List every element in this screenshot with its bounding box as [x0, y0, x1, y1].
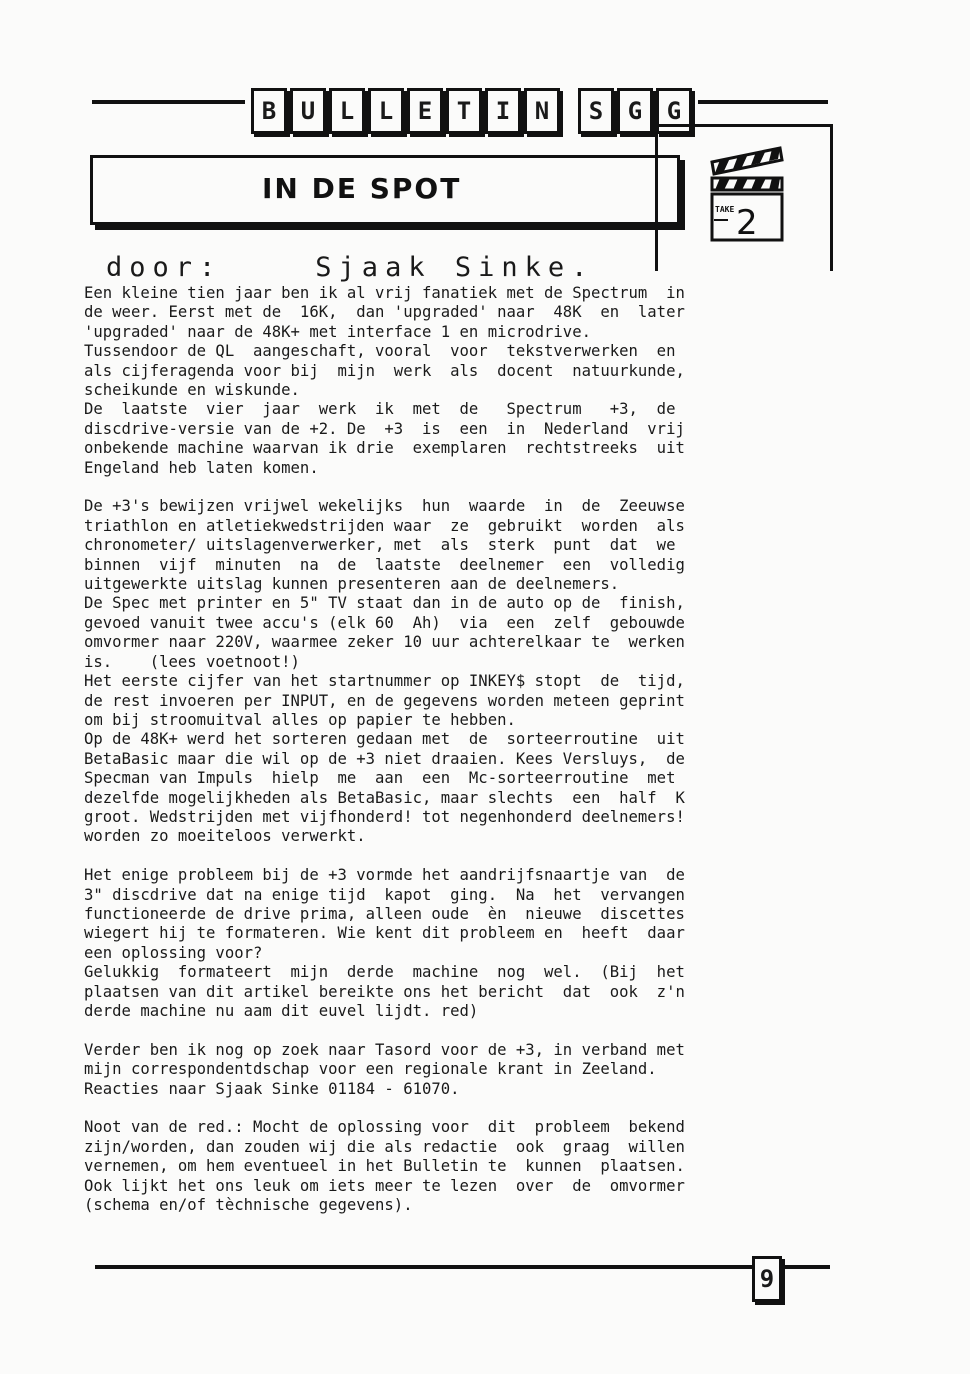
- article-line: een oplossing voor?: [84, 943, 263, 962]
- article-line: Gelukkig formateert mijn derde machine nog wel. (Bij het: [84, 963, 685, 982]
- article-line: 3" discdrive dat na enige tijd kapot ging. Na het vervangen: [84, 885, 685, 904]
- paragraph-spacer: [84, 1099, 834, 1118]
- article-line: de rest invoeren per INPUT, en de gegevens worden meteen geprint: [84, 691, 685, 710]
- logo-letter-tile: L: [329, 88, 365, 134]
- logo-letter-tile: U: [290, 88, 326, 134]
- article-line: De laatste vier jaar werk ik met de Spectrum +3, de: [84, 400, 676, 419]
- article-line: Ook lijkt het ons leuk om iets meer te lezen over de omvormer: [84, 1176, 685, 1195]
- bottom-rule: [95, 1265, 830, 1269]
- article-line: omvormer naar 220V, waarmee zeker 10 uur achterelkaar te werken: [84, 633, 685, 652]
- article-line: De +3's bewijzen vrijwel wekelijks hun waarde in de Zeeuwse: [84, 497, 685, 516]
- article-line: Het eerste cijfer van het startnummer op INKEY$ stopt de tijd,: [84, 672, 685, 691]
- article-line: Tussendoor de QL aangeschaft, vooral voor tekstverwerken en: [84, 342, 676, 361]
- paragraph-spacer: [84, 847, 834, 866]
- paragraph-spacer: [84, 1021, 834, 1040]
- article-line: Engeland heb laten komen.: [84, 458, 319, 477]
- article-line: worden zo moeiteloos verwerkt.: [84, 827, 366, 846]
- logo-letter-tile: S: [578, 88, 614, 134]
- article-line: derde machine nu aam dit euvel lijdt. red): [84, 1002, 479, 1020]
- article-line: Een kleine tien jaar ben ik al vrij fanatiek met de Spectrum in: [84, 284, 685, 302]
- article-line: scheikunde en wiskunde.: [84, 381, 300, 400]
- section-title: IN DE SPOT: [262, 172, 462, 205]
- logo-letter-tile: L: [368, 88, 404, 134]
- article-body: [84, 284, 834, 1215]
- logo-spacer: [563, 88, 575, 128]
- bulletin-sgg-logo: [245, 88, 698, 132]
- article-line: discdrive-versie van de +2. De +3 is een in Nederland vrij: [84, 419, 685, 438]
- article-line: BetaBasic maar die wil op de +3 niet draaien. Kees Versluys, de: [84, 749, 685, 768]
- article-line: groot. Wedstrijden met vijfhonderd! tot negenhonderd deelnemers!: [84, 807, 685, 826]
- article-line: onbekende machine waarvan ik drie exemplaren rechtstreeks uit: [84, 439, 685, 458]
- clapperboard-icon: [706, 140, 786, 268]
- byline: door: Sjaak Sinke.: [106, 252, 595, 283]
- article-line: Reacties naar Sjaak Sinke 01184 - 61070.: [84, 1079, 460, 1098]
- page-number: 9: [752, 1256, 782, 1302]
- article-line: (schema en/of tèchnische gegevens).: [84, 1196, 413, 1215]
- article-line: dezelfde mogelijkheden als BetaBasic, maar slechts een half K: [84, 788, 685, 807]
- logo-letter-tile: E: [407, 88, 443, 134]
- article-line: Noot van de red.: Mocht de oplossing voor dit probleem bekend: [84, 1118, 685, 1137]
- logo-letter-tile: I: [485, 88, 521, 134]
- article-line: uitgewerkte uitslag kunnen presenteren aan de deelnemers.: [84, 575, 620, 594]
- article-line: 'upgraded' naar de 48K+ met interface 1 en microdrive.: [84, 322, 591, 341]
- article-line: gevoed vanuit twee accu's (elk 60 Ah) via een zelf gebouwde: [84, 613, 685, 632]
- logo-letter-tile: G: [656, 88, 692, 134]
- article-line: is. (lees voetnoot!): [84, 652, 300, 671]
- logo-letter-tile: N: [524, 88, 560, 134]
- article-line: mijn correspondentdschap voor een regionale krant in Zeeland.: [84, 1060, 657, 1079]
- article-line: functioneerde de drive prima, alleen oude èn nieuwe discettes: [84, 904, 685, 923]
- article-line: Het enige probleem bij de +3 vormde het aandrijfsnaartje van de: [84, 866, 685, 885]
- article-line: triathlon en atletiekwedstrijden waar ze gebruikt worden als: [84, 516, 685, 535]
- paragraph-spacer: [84, 478, 834, 497]
- article-line: chronometer/ uitslagenverwerker, met als sterk punt dat we: [84, 536, 676, 555]
- clapper-label: TAKE: [715, 205, 735, 214]
- logo-letter-tile: B: [251, 88, 287, 134]
- article-line: als cijferagenda voor bij mijn werk als docent natuurkunde,: [84, 361, 685, 380]
- article-line: De Spec met printer en 5" TV staat dan in de auto op de finish,: [84, 594, 685, 613]
- article-line: vernemen, om hem eventueel in het Bulletin te kunnen plaatsen.: [84, 1157, 685, 1176]
- article-line: zijn/worden, dan zouden wij die als redactie ook graag willen: [84, 1137, 685, 1156]
- article-line: plaatsen van dit artikel bereikte ons het bericht dat ook z'n: [84, 982, 685, 1001]
- article-line: Op de 48K+ werd het sorteren gedaan met de sorteerroutine uit: [84, 730, 685, 749]
- clapper-number: 2: [736, 203, 758, 243]
- article-line: Verder ben ik nog op zoek naar Tasord voor de +3, in verband met: [84, 1040, 685, 1059]
- article-line: Specman van Impuls hielp me aan een Mc-sorteerroutine met: [84, 769, 676, 788]
- article-line: de weer. Eerst met de 16K, dan 'upgraded' naar 48K en later: [84, 303, 685, 322]
- article-line: binnen vijf minuten na de laatste deelnemer een volledig: [84, 555, 685, 574]
- logo-letter-tile: G: [617, 88, 653, 134]
- logo-letter-tile: T: [446, 88, 482, 134]
- article-line: wiegert hij te formateren. Wie kent dit probleem en heeft daar: [84, 924, 685, 943]
- article-line: om bij stroomuitval alles op papier te hebben.: [84, 710, 516, 729]
